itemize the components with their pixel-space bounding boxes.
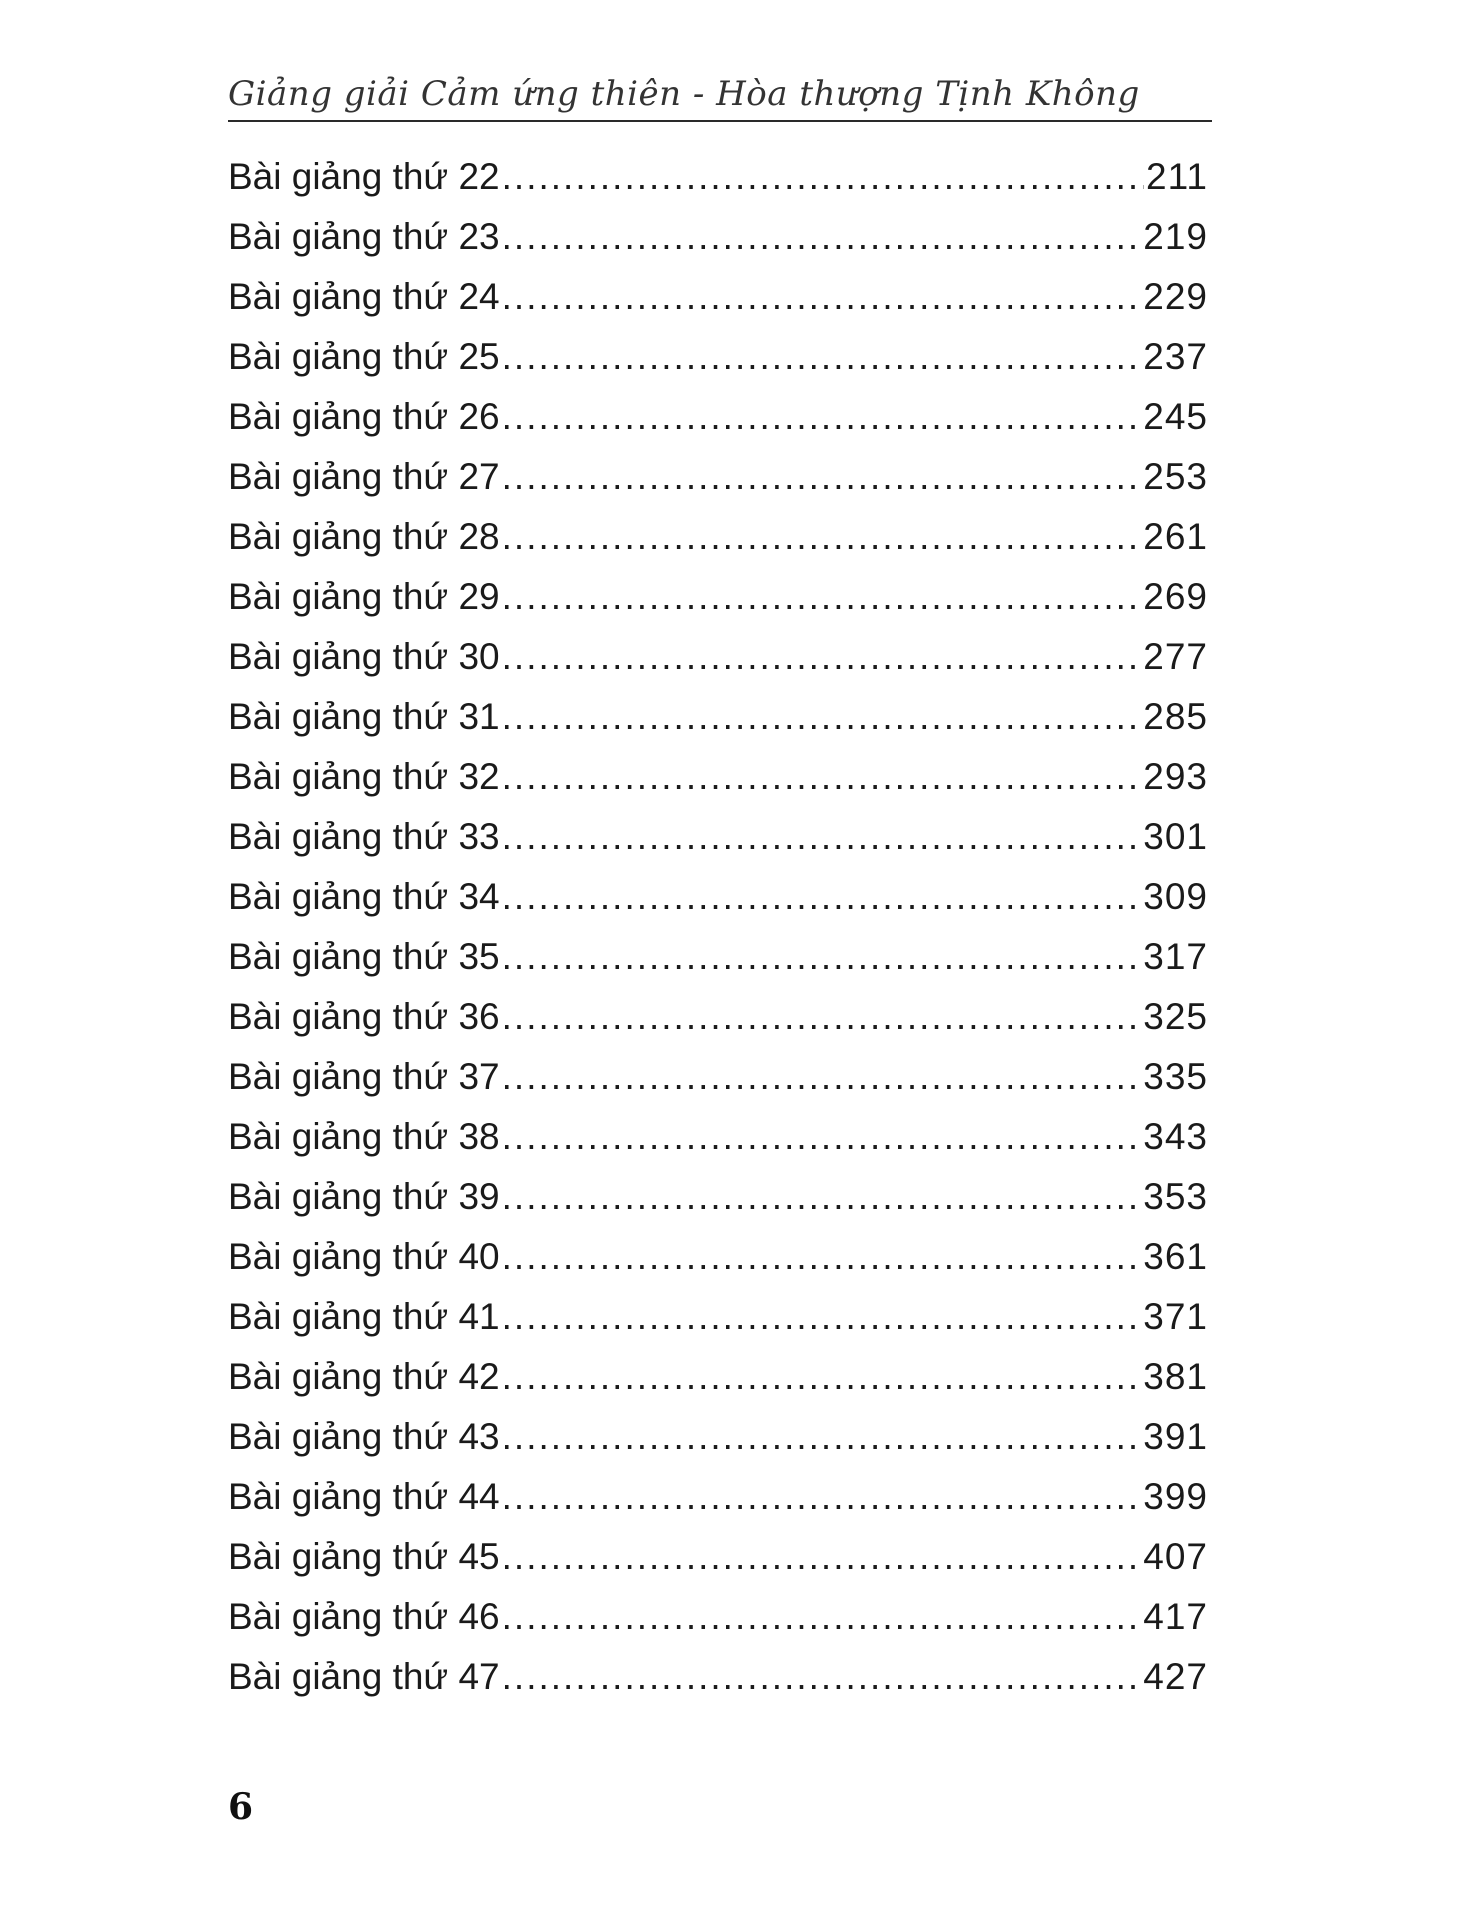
toc-entry-page-number: 301 — [1143, 816, 1208, 857]
running-header-title: Giảng giải Cảm ứng thiên - Hòa thượng Tịnh Không — [228, 74, 1140, 114]
toc-entry-page-number: 381 — [1143, 1356, 1208, 1397]
toc-entry-page-number: 253 — [1143, 456, 1208, 497]
toc-entry-page-number: 371 — [1143, 1296, 1208, 1337]
toc-entry-label: Bài giảng thứ 27 — [228, 456, 500, 497]
toc-dot-leader — [502, 396, 1142, 438]
toc-dot-leader — [502, 1116, 1142, 1158]
toc-dot-leader — [502, 696, 1142, 738]
toc-entry-label: Bài giảng thứ 45 — [228, 1536, 500, 1577]
toc-dot-leader — [502, 816, 1142, 858]
toc-entry[interactable] — [228, 156, 1208, 216]
table-of-contents — [228, 156, 1208, 1716]
toc-entry-label: Bài giảng thứ 31 — [228, 696, 500, 737]
toc-entry-page-number: 277 — [1143, 636, 1208, 677]
toc-entry[interactable] — [228, 336, 1208, 396]
toc-entry-label: Bài giảng thứ 24 — [228, 276, 500, 317]
toc-entry-page-number: 309 — [1143, 876, 1208, 917]
toc-entry[interactable] — [228, 1236, 1208, 1296]
toc-entry[interactable] — [228, 1596, 1208, 1656]
toc-entry-page-number: 325 — [1143, 996, 1208, 1037]
toc-entry[interactable] — [228, 1536, 1208, 1596]
toc-entry-label: Bài giảng thứ 29 — [228, 576, 500, 617]
toc-entry-page-number: 245 — [1143, 396, 1208, 437]
toc-entry-label: Bài giảng thứ 42 — [228, 1356, 500, 1397]
toc-dot-leader — [502, 756, 1142, 798]
toc-dot-leader — [502, 1656, 1142, 1698]
toc-entry-label: Bài giảng thứ 34 — [228, 876, 500, 917]
toc-dot-leader — [502, 276, 1142, 318]
toc-entry-label: Bài giảng thứ 37 — [228, 1056, 500, 1097]
toc-entry-label: Bài giảng thứ 40 — [228, 1236, 500, 1277]
toc-entry-page-number: 343 — [1143, 1116, 1208, 1157]
toc-entry[interactable] — [228, 1416, 1208, 1476]
toc-entry[interactable] — [228, 276, 1208, 336]
toc-entry[interactable] — [228, 516, 1208, 576]
toc-entry-label: Bài giảng thứ 25 — [228, 336, 500, 377]
toc-entry-label: Bài giảng thứ 36 — [228, 996, 500, 1037]
toc-entry-page-number: 293 — [1143, 756, 1208, 797]
toc-entry-label: Bài giảng thứ 30 — [228, 636, 500, 677]
toc-entry-label: Bài giảng thứ 38 — [228, 1116, 500, 1157]
toc-entry-label: Bài giảng thứ 44 — [228, 1476, 500, 1517]
toc-entry-label: Bài giảng thứ 46 — [228, 1596, 500, 1637]
toc-dot-leader — [502, 1416, 1142, 1458]
toc-entry[interactable] — [228, 456, 1208, 516]
toc-dot-leader — [502, 156, 1144, 198]
toc-entry[interactable] — [228, 636, 1208, 696]
toc-entry[interactable] — [228, 1356, 1208, 1416]
toc-dot-leader — [502, 516, 1142, 558]
toc-entry-label: Bài giảng thứ 28 — [228, 516, 500, 557]
toc-dot-leader — [502, 216, 1142, 258]
toc-entry[interactable] — [228, 1056, 1208, 1116]
toc-entry[interactable] — [228, 876, 1208, 936]
toc-dot-leader — [502, 636, 1142, 678]
toc-dot-leader — [502, 576, 1142, 618]
toc-entry-page-number: 353 — [1143, 1176, 1208, 1217]
toc-dot-leader — [502, 996, 1142, 1038]
toc-entry-page-number: 317 — [1143, 936, 1208, 977]
toc-entry[interactable] — [228, 1296, 1208, 1356]
toc-dot-leader — [502, 1056, 1142, 1098]
toc-entry-page-number: 237 — [1143, 336, 1208, 377]
toc-entry[interactable] — [228, 756, 1208, 816]
toc-entry-page-number: 335 — [1143, 1056, 1208, 1097]
toc-entry-page-number: 269 — [1143, 576, 1208, 617]
toc-entry[interactable] — [228, 1116, 1208, 1176]
toc-entry-label: Bài giảng thứ 41 — [228, 1296, 500, 1337]
toc-dot-leader — [502, 876, 1142, 918]
toc-entry[interactable] — [228, 1656, 1208, 1716]
toc-entry[interactable] — [228, 396, 1208, 456]
toc-dot-leader — [502, 1476, 1142, 1518]
toc-entry-page-number: 407 — [1143, 1536, 1208, 1577]
toc-dot-leader — [502, 1176, 1142, 1218]
toc-entry-page-number: 285 — [1143, 696, 1208, 737]
toc-entry-label: Bài giảng thứ 32 — [228, 756, 500, 797]
toc-dot-leader — [502, 456, 1142, 498]
toc-entry-label: Bài giảng thứ 33 — [228, 816, 500, 857]
toc-dot-leader — [502, 936, 1142, 978]
toc-entry-page-number: 261 — [1143, 516, 1208, 557]
toc-dot-leader — [502, 1596, 1142, 1638]
toc-entry-label: Bài giảng thứ 39 — [228, 1176, 500, 1217]
toc-entry-page-number: 427 — [1143, 1656, 1208, 1697]
toc-entry-page-number: 399 — [1143, 1476, 1208, 1517]
toc-entry-page-number: 219 — [1143, 216, 1208, 257]
toc-dot-leader — [502, 1236, 1142, 1278]
toc-entry-label: Bài giảng thứ 35 — [228, 936, 500, 977]
toc-dot-leader — [502, 1356, 1142, 1398]
toc-entry-page-number: 361 — [1143, 1236, 1208, 1277]
toc-entry-label: Bài giảng thứ 43 — [228, 1416, 500, 1457]
toc-entry-label: Bài giảng thứ 22 — [228, 156, 500, 197]
running-header — [228, 64, 1212, 122]
toc-dot-leader — [502, 1296, 1142, 1338]
toc-entry[interactable] — [228, 996, 1208, 1056]
toc-entry-label: Bài giảng thứ 26 — [228, 396, 500, 437]
toc-entry[interactable] — [228, 216, 1208, 276]
toc-entry[interactable] — [228, 696, 1208, 756]
toc-entry-page-number: 211 — [1146, 156, 1208, 197]
toc-entry-page-number: 229 — [1143, 276, 1208, 317]
toc-entry-page-number: 417 — [1143, 1596, 1208, 1637]
page-number: 6 — [228, 1786, 254, 1828]
toc-entry[interactable] — [228, 816, 1208, 876]
toc-entry[interactable] — [228, 1476, 1208, 1536]
toc-dot-leader — [502, 1536, 1142, 1578]
toc-dot-leader — [502, 336, 1142, 378]
toc-entry-label: Bài giảng thứ 23 — [228, 216, 500, 257]
toc-entry-page-number: 391 — [1143, 1416, 1208, 1457]
toc-entry-label: Bài giảng thứ 47 — [228, 1656, 500, 1697]
toc-entry[interactable] — [228, 936, 1208, 996]
toc-entry[interactable] — [228, 576, 1208, 636]
toc-entry[interactable] — [228, 1176, 1208, 1236]
